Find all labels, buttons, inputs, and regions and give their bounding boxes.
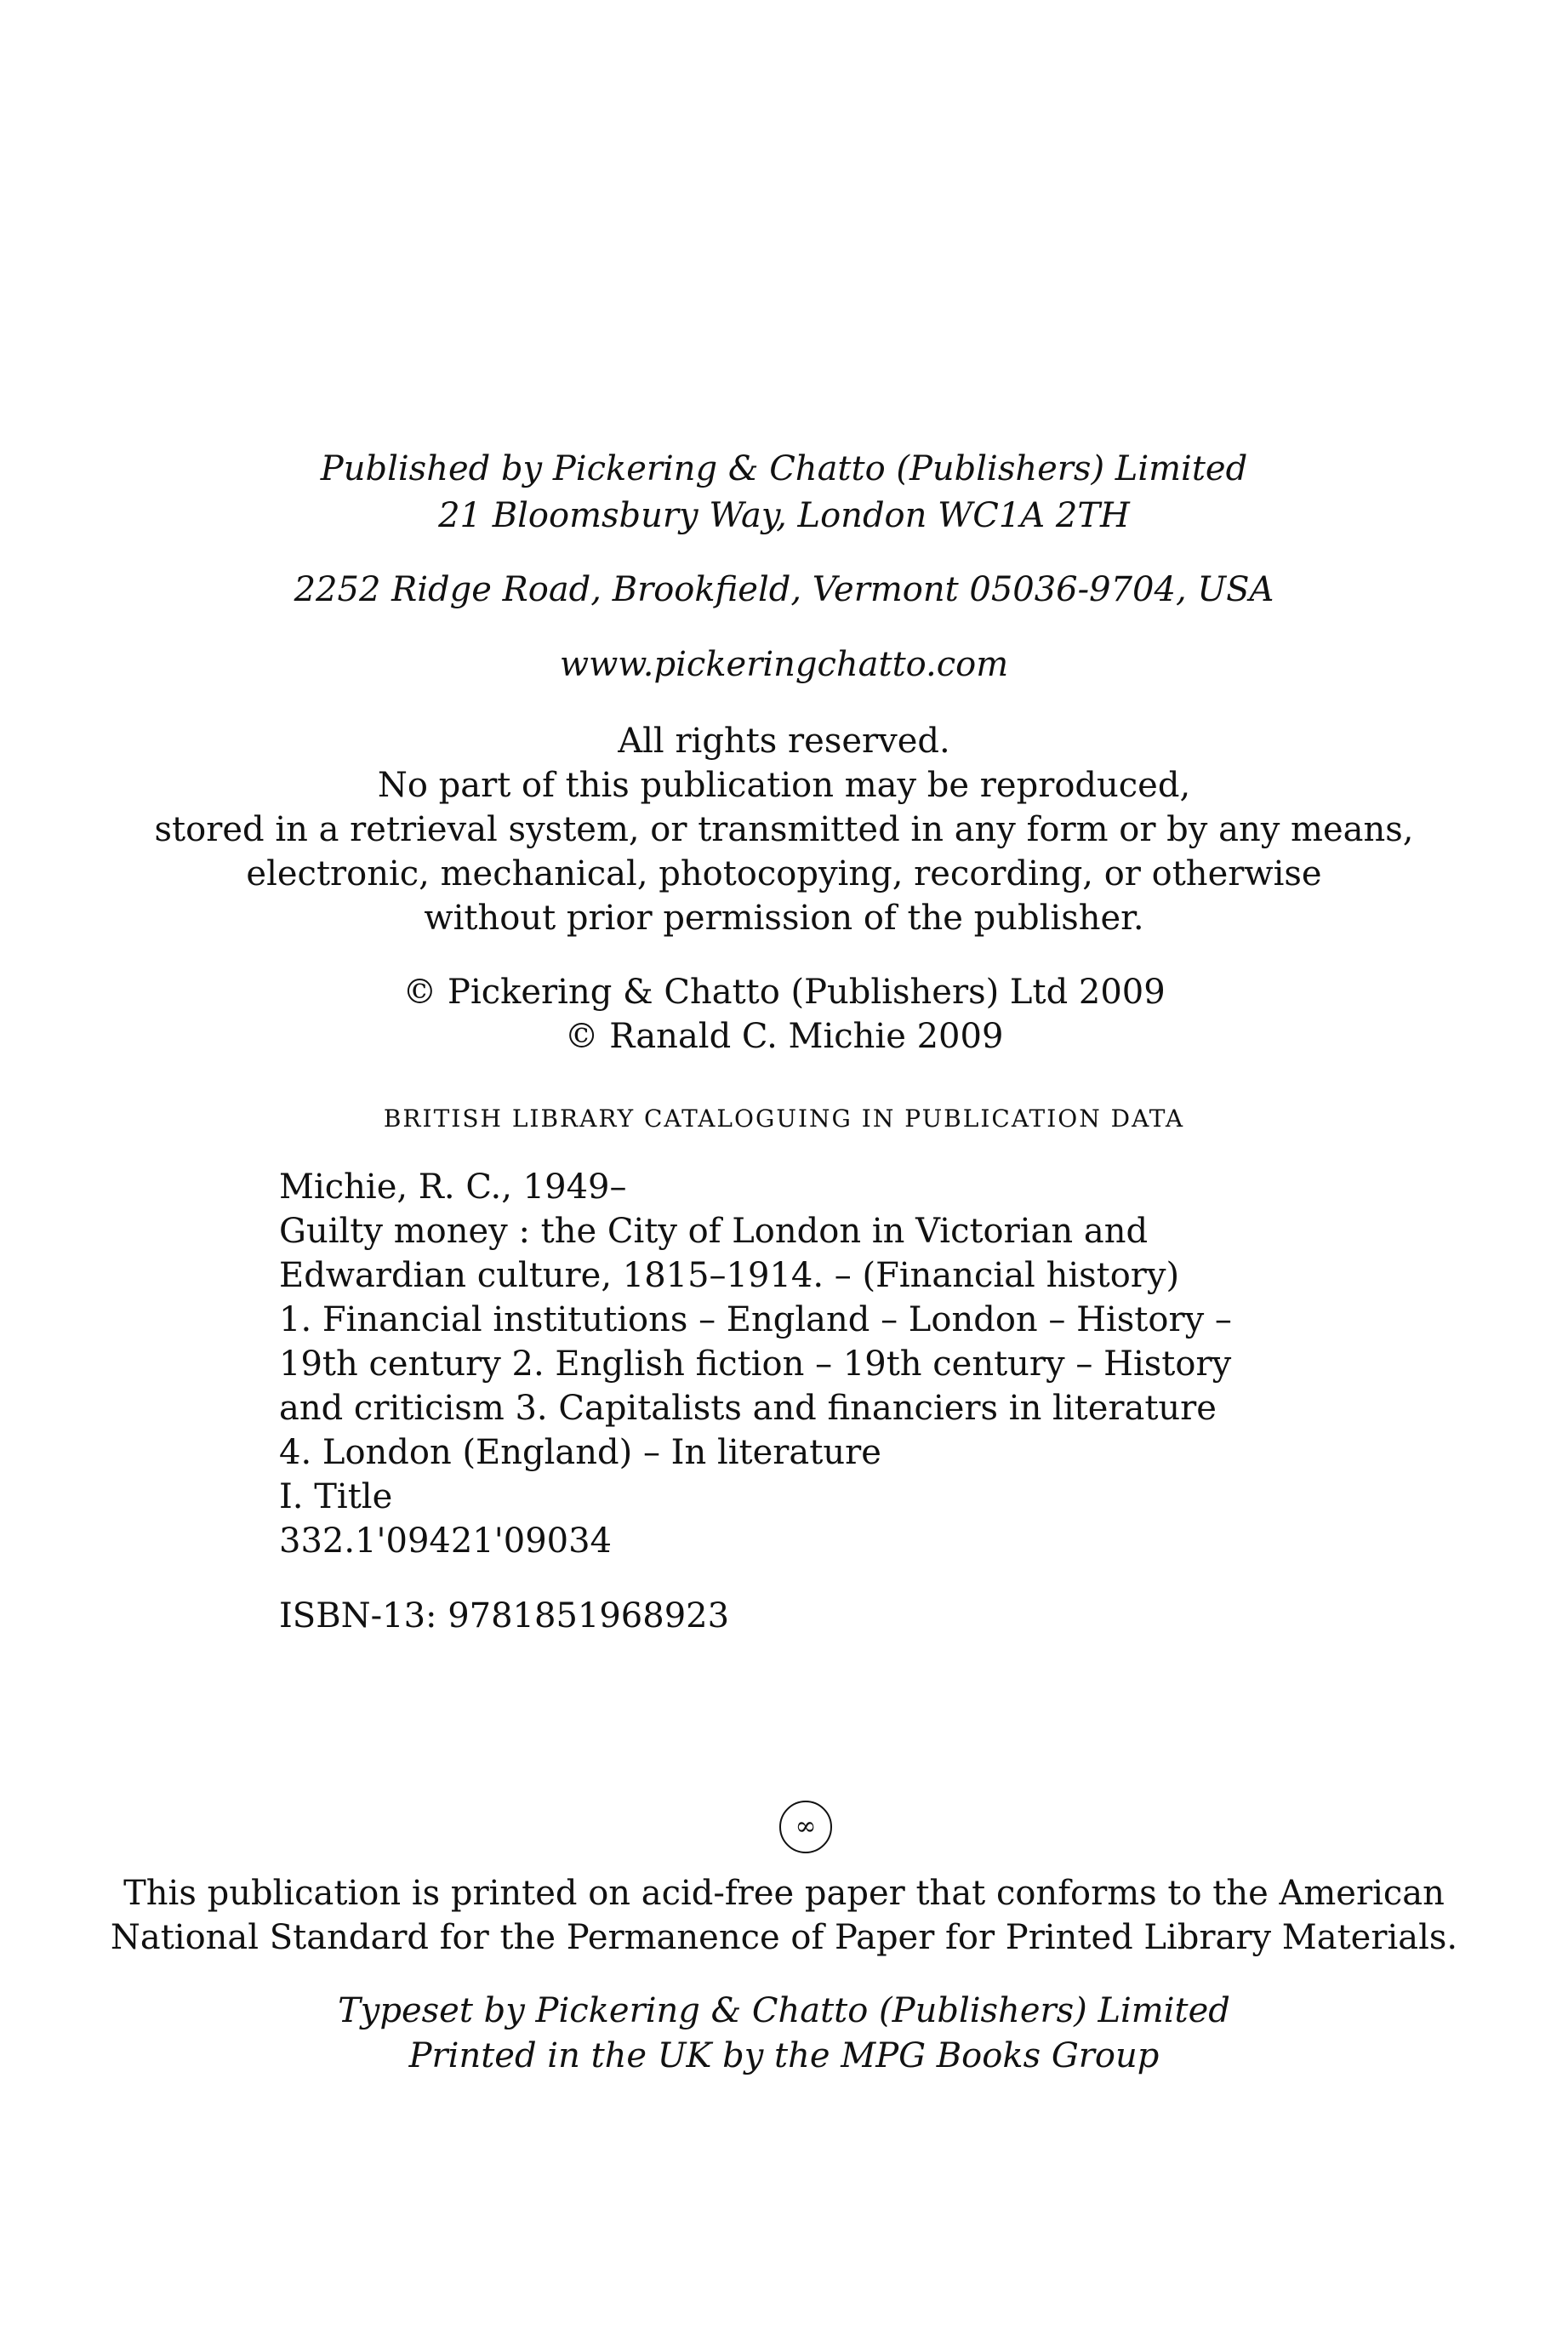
copyright-line: © Ranald C. Michie 2009 [564,1017,1004,1056]
publisher-address-uk: 21 Bloomsbury Way, London WC1A 2TH [438,496,1130,535]
paper-notice-line: This publication is printed on acid-free paper that conforms to the American [123,1874,1445,1913]
copyright-line: © Pickering & Chatto (Publishers) Ltd 2009 [402,973,1166,1012]
rights-line: All rights reserved. [618,722,950,761]
rights-line: No part of this publication may be reproduced, [377,766,1191,805]
paper-notice-line: National Standard for the Permanence of Paper for Printed Library Materials. [110,1918,1458,1957]
cip-line: Michie, R. C., 1949– [279,1167,627,1207]
rights-line: stored in a retrieval system, or transmitted in any form or by any means, [154,810,1414,849]
rights-line: electronic, mechanical, photocopying, recording, or otherwise [246,854,1322,893]
cip-line: I. Title [279,1477,393,1516]
publisher-line-1: Published by Pickering & Chatto (Publishers) Limited [320,449,1248,488]
publisher-website: www.pickeringchatto.com [559,645,1009,684]
cip-line: 4. London (England) – In literature [279,1433,881,1472]
isbn: ISBN-13: 9781851968923 [279,1596,730,1636]
cip-line: 1. Financial institutions – England – London – History – [279,1300,1232,1339]
cip-line: and criticism 3. Capitalists and financiers in literature [279,1389,1217,1428]
cip-line: 332.1'09421'09034 [279,1521,612,1561]
cip-line: Edwardian culture, 1815–1914. – (Financial history) [279,1256,1180,1295]
cip-line: 19th century 2. English fiction – 19th century – History [279,1344,1232,1384]
cip-line: Guilty money : the City of London in Victorian and [279,1212,1149,1251]
publisher-address-us: 2252 Ridge Road, Brookfield, Vermont 05036-9704, USA [294,570,1274,609]
cip-heading: BRITISH LIBRARY CATALOGUING IN PUBLICATION DATA [383,1105,1185,1133]
printer-credit: Printed in the UK by the MPG Books Group [408,2036,1160,2075]
typeset-credit: Typeset by Pickering & Chatto (Publishers) Limited [338,1991,1230,2030]
acid-free-infinity-icon: ∞ [779,1801,832,1853]
rights-line: without prior permission of the publisher. [424,899,1144,938]
